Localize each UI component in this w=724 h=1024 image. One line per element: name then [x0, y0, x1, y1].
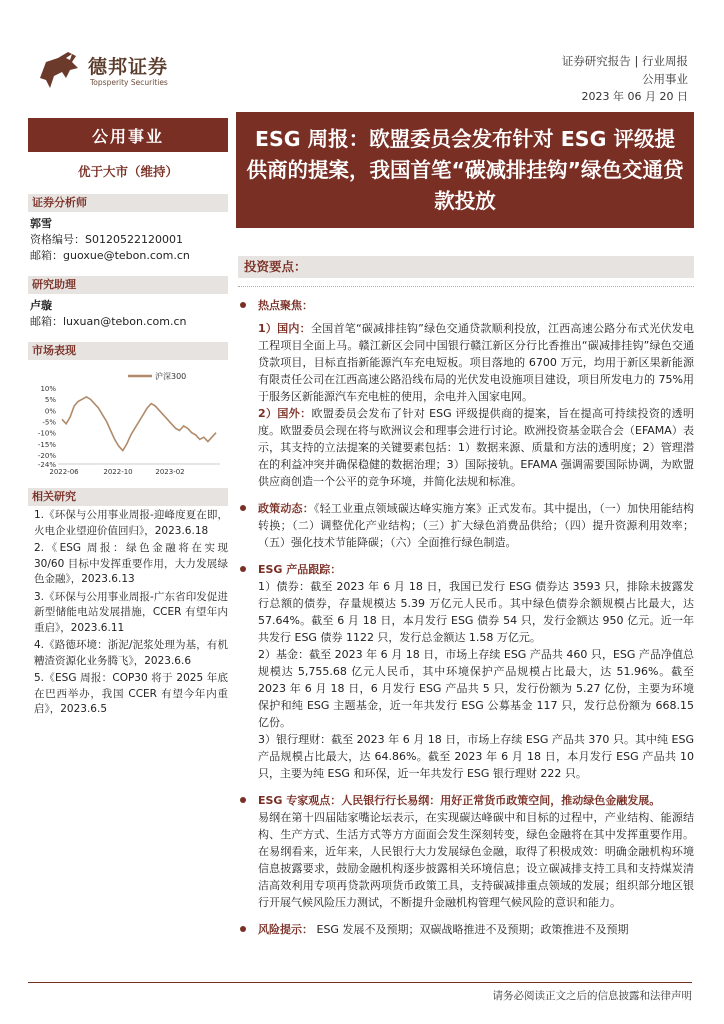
related-item[interactable]: 3.《环保与公用事业周报-广东省印发促进新型储能电站发展措施，CCER 有望年内重启》，2023.6.11: [34, 590, 228, 634]
y-tick-label: -5%: [42, 418, 56, 427]
market-heading: 市场表现: [28, 342, 228, 360]
report-meta: [562, 52, 688, 106]
y-tick-label: -24%: [37, 461, 56, 469]
x-tick-label: 2022-10: [103, 468, 133, 476]
legend-label: 沪深300: [155, 372, 187, 381]
related-item[interactable]: 5.《ESG 周报：COP30 将于 2025 年底在巴西举办，我国 CCER 有望今年内重启》，2023.6.5: [34, 672, 228, 715]
risk-section: [238, 921, 694, 938]
footer-rule: [28, 982, 692, 983]
analyst-cert: 资格编号：S0120522120001: [30, 233, 183, 246]
hot-topics-heading: 热点聚焦：: [258, 299, 313, 312]
esg-products-section: [238, 561, 694, 782]
assistant-name: 卢璇: [30, 299, 52, 312]
related-research-list: [28, 508, 228, 718]
policy-heading: 政策动态：: [258, 502, 314, 515]
related-item[interactable]: 2.《ESG 周报：绿色金融将在实现 30/60 目标中发挥重要作用，大力发展绿色金融》，2023.6.13: [34, 542, 228, 585]
esg-funds-text: 2）基金：截至 2023 年 6 月 18 日，市场上存续 ESG 产品共 460 只，ESG 产品净值总规模达 5,755.68 亿元人民币，其中环境保护产品规模占比最大，达 51.96%。截至 2023 年 6 月 18 日，6 月发行 ESG 产品共 5 只，发行份额为 5.27 亿份，主要为环境保护和纯 ESG 主题基金，近一年共发行 ESG 公募基金 117 只，发行总份额为 668.15 亿份。: [258, 648, 694, 729]
esg-products-heading: ESG 产品跟踪：: [258, 563, 342, 576]
market-chart-svg: [28, 366, 228, 476]
report-date: 2023 年 06 月 20 日: [581, 90, 688, 103]
market-chart: [28, 366, 228, 476]
x-tick-label: 2023-02: [155, 468, 185, 476]
y-tick-label: -20%: [37, 452, 56, 461]
bullet-icon: [240, 566, 246, 572]
x-tick-label: 2022-06: [49, 468, 79, 476]
y-tick-label: 10%: [40, 385, 56, 393]
related-heading: 相关研究: [28, 488, 228, 506]
footer-disclaimer: 请务必阅读正文之后的信息披露和法律声明: [492, 990, 692, 1002]
foreign-label: 2）国外：: [258, 407, 312, 420]
hot-topic-foreign: [238, 405, 694, 490]
hot-topic-domestic: [238, 320, 694, 405]
rating: 优于大市（维持）: [77, 164, 178, 179]
risk-heading: 风险提示：: [258, 923, 313, 936]
expert-section: [238, 792, 694, 911]
company-logo: [36, 48, 186, 92]
policy-text: 《轻工业重点领域碳达峰实施方案》正式发布。其中提出，（一）加快用能结构转换；（二）调整优化产业结构；（三）扩大绿色消费品供给；（四）提升资源利用效率；（五）强化技术节能降碳；（六）全面推行绿色制造。: [258, 502, 695, 549]
related-item[interactable]: 1.《环保与公用事业周报-迎峰度夏在即，火电企业望迎价值回归》，2023.6.18: [34, 509, 228, 537]
y-tick-label: -10%: [37, 429, 56, 438]
expert-heading: ESG 专家观点：人民银行行长易纲：用好正常货币政策空间，推动绿色金融发展。: [258, 794, 661, 807]
esg-bonds-text: 1）债券：截至 2023 年 6 月 18 日，我国已发行 ESG 债券达 3593 只，排除未披露发行总额的债券，存量规模达 5.39 万亿元人民币。其中绿色债券余额规模占比最大，达 57.64%。截至 6 月 18 日，本月发行 ESG 债券 54 只，发行金额达 950 亿元。近一年共发行 ESG 债券 1122 只，发行总金额达 1.58 万亿元。: [258, 580, 694, 644]
domestic-label: 1）国内：: [258, 322, 311, 335]
assistant-heading: 研究助理: [28, 276, 228, 294]
y-tick-label: -15%: [37, 440, 56, 449]
risk-text: ESG 发展不及预期；双碳战略推进不及预期；政策推进不及预期: [316, 923, 629, 936]
related-item[interactable]: 4.《路德环境：浙泥/泥浆处理为基，有机糟渣资源化业务腾飞》，2023.6.6: [34, 639, 228, 667]
policy-section: [238, 500, 694, 551]
bullet-icon: [240, 505, 246, 511]
divider: [238, 286, 694, 287]
bullet-icon: [240, 926, 246, 932]
sector-label: 公用事业: [28, 118, 228, 152]
series-line-hs300: [62, 397, 216, 451]
analyst-email[interactable]: 邮箱：guoxue@tebon.com.cn: [30, 249, 190, 262]
report-sector: 公用事业: [642, 72, 688, 86]
main-content: [238, 256, 694, 938]
bullet-icon: [240, 797, 246, 803]
report-type: 证券研究报告 | 行业周报: [561, 54, 688, 68]
logo-chinese-name: 德邦证券: [88, 56, 169, 78]
bull-logo-icon: [36, 48, 82, 92]
analyst-heading: 证券分析师: [28, 194, 228, 212]
y-tick-label: 0%: [44, 407, 56, 416]
domestic-text: 全国首笔“碳减排挂钩”绿色交通贷款顺利投放，江西高速公路分布式光伏发电工程项目全面上马。赣江新区会同中国银行赣江新区分行比香推出“碳减排挂钩”绿色交通贷款项目，目标直指新能源汽车充电短板。项目落地的 6700 万元，均用于新区果新能源有限责任公司在江西高速公路沿线布局的光伏发电设施项目建设，项目所发电力的 75%用于服务区新能源汽车充电桩的使用，余电并入国家电网。: [258, 322, 694, 403]
sidebar: [28, 118, 228, 718]
analyst-name: 郭雪: [30, 217, 52, 230]
key-points-heading: 投资要点：: [238, 256, 694, 278]
y-tick-label: 5%: [44, 396, 56, 405]
esg-wealth-text: 3）银行理财：截至 2023 年 6 月 18 日，市场上存续 ESG 产品共 370 只。其中纯 ESG 产品规模占比最大，达 64.86%。截至 2023 年 6 月 18 日，本月发行 ESG 产品共 10 只，主要为纯 ESG 和环保，近一年共发行 ESG 银行理财 222 只。: [258, 733, 694, 780]
foreign-text: 欧盟委员会发布了针对 ESG 评级提供商的提案，旨在提高可持续投资的透明度。欧盟委员会现在将与欧洲议会和理事会进行讨论。欧洲投资基金联合会（EFAMA）表示，其支持的立法提案的关键要素包括：1）数据来源、质量和方法的透明度；2）管理潜在的利益冲突并确保稳健的数据治理；3）国际接轨。EFAMA 强调需要国际协调，为欧盟供应商创造一个公平的竞争环境，并简化法规和标准。: [258, 407, 694, 488]
bullet-icon: [240, 302, 246, 308]
expert-text: 易纲在第十四届陆家嘴论坛表示，在实现碳达峰碳中和目标的过程中，产业结构、能源结构、生产方式、生活方式等方方面面会发生深刻转变，绿色金融将在其中发挥重要作用。在易纲看来，近年来，人民银行大力发展绿色金融，取得了积极成效：明确金融机构环境信息披露要求，鼓励金融机构逐步披露相关环境信息；设立碳减排支持工具和支持煤炭清洁高效利用专项再贷款两项货币政策工具，支持碳减排重点领域的发展；组织部分地区银行开展气候风险压力测试，不断提升金融机构管理气候风险的意识和能力。: [258, 811, 694, 909]
report-title: ESG 周报：欧盟委员会发布针对 ESG 评级提供商的提案，我国首笔“碳减排挂钩”绿色交通贷款投放: [236, 112, 694, 228]
hot-topics-section: [238, 297, 694, 314]
logo-english-name: Topsperity Securities: [90, 78, 168, 87]
assistant-email[interactable]: 邮箱：luxuan@tebon.com.cn: [30, 315, 187, 328]
